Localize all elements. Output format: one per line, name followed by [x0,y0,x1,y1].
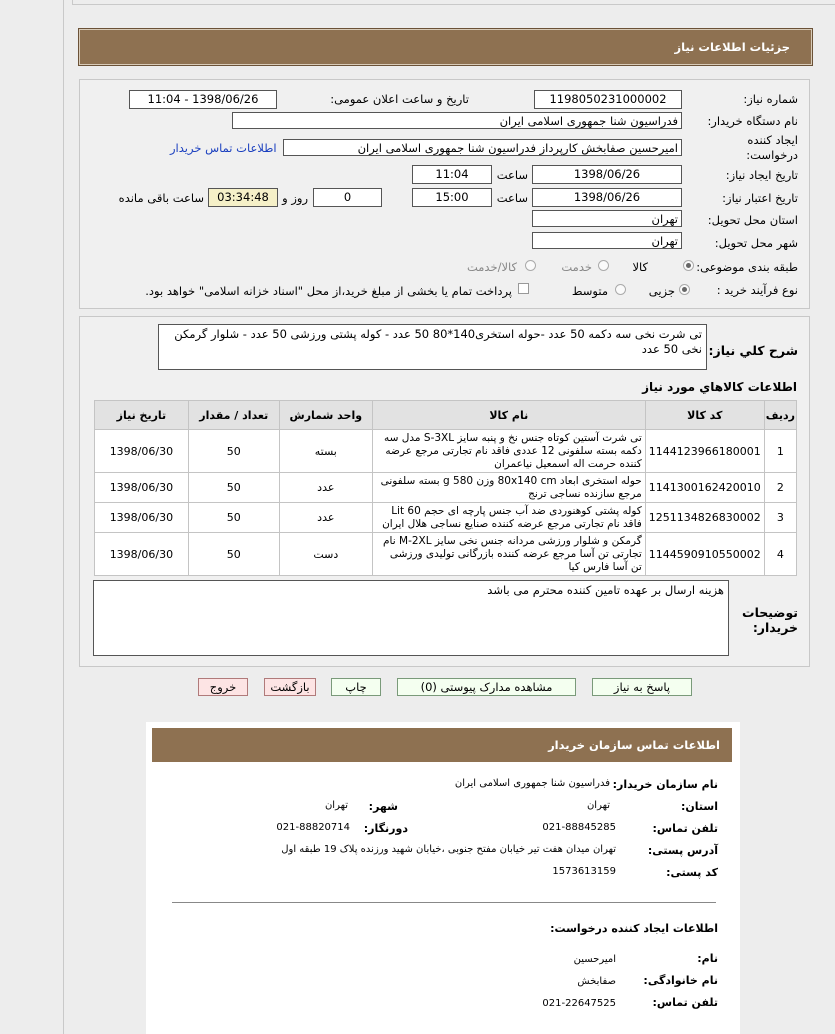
table-row [95,503,797,533]
creator-last-name-label: نام خانوادگی: [643,974,718,987]
category-option-both: کالا/خدمت [466,260,517,274]
category-radio-service[interactable] [598,260,609,271]
cell-name: حوله استخری ابعاد 80x140 cm وزن 580 g بسته سلفونی مرجع سازنده نساجی ترنج [372,473,645,503]
buyer-notes-text: هزینه ارسال بر عهده تامین کننده محترم می باشد [487,583,724,597]
category-label: طبقه بندی موضوعی: [696,260,798,274]
back-button[interactable]: بازگشت [264,678,316,696]
cell-row: 1 [764,430,796,473]
buyer-notes-textarea[interactable] [93,580,729,656]
table-row [95,430,797,473]
valid-date-field: 1398/06/26 [532,188,682,207]
buyer-org-field: فدراسیون شنا جمهوری اسلامی ایران [232,112,682,129]
contact-fax-value: 021-88820714 [276,822,350,833]
creator-first-name-label: نام: [697,952,718,965]
cell-code: 1144590910550002 [645,533,764,576]
created-date-label: تاریخ ایجاد نیاز: [725,168,798,182]
valid-time-field: 15:00 [412,188,492,207]
days-field: 0 [313,188,382,207]
cell-date: 1398/06/30 [95,533,189,576]
table-row [95,533,797,576]
contact-address-label: آدرس پستی: [647,844,718,857]
cell-row: 2 [764,473,796,503]
top-rule [72,4,835,5]
announce-label: تاریخ و ساعت اعلان عمومی: [330,92,469,106]
created-time-field: 11:04 [412,165,492,184]
category-radio-both[interactable] [525,260,536,271]
cell-code: 1251134826830002 [645,503,764,533]
contact-province-label: استان: [681,800,718,813]
cell-name: گرمکن و شلوار ورزشی مردانه جنس نخی سایز M-2XL نام تجارتی تن آسا مرجع عرضه کننده بازرگانی تولیدی ورزشی تن آسا فارس کیا [372,533,645,576]
category-option-service: خدمت [561,260,592,274]
announce-field: 1398/06/26 - 11:04 [129,90,277,109]
contact-phone-label: تلفن تماس: [652,822,718,835]
cell-qty: 50 [188,503,279,533]
process-radio-small[interactable] [679,284,690,295]
attachments-button[interactable]: مشاهده مدارک پیوستی (0) [397,678,576,696]
cell-code: 1144123966180001 [645,430,764,473]
payment-checkbox[interactable] [518,283,529,294]
cell-qty: 50 [188,533,279,576]
creator-info-title: اطلاعات ایجاد کننده درخواست: [550,922,718,935]
reply-button[interactable]: پاسخ به نیاز [592,678,692,696]
col-date: تاریخ نیاز [95,401,189,430]
print-button[interactable]: چاپ [331,678,381,696]
contact-city-label: شهر: [368,800,398,813]
cell-row: 3 [764,503,796,533]
creator-phone-label: تلفن تماس: [652,996,718,1009]
remaining-label: ساعت باقی مانده [118,191,204,205]
remaining-time-field: 03:34:48 [208,188,278,207]
contact-title: اطلاعات تماس سازمان خریدار [548,738,720,752]
col-unit: واحد شمارش [279,401,372,430]
contact-header [152,728,732,762]
contact-org-value: فدراسیون شنا جمهوری اسلامی ایران [454,778,610,789]
creator-first-name-value: امیرحسین [573,954,616,965]
contact-fax-label: دورنگار: [363,822,408,835]
top-rule-left [72,0,73,5]
exit-button[interactable]: خروج [198,678,248,696]
process-option-small: جزیی [648,284,675,298]
process-radio-medium[interactable] [615,284,626,295]
cell-unit: دست [279,533,372,576]
valid-time-label: ساعت [496,191,528,205]
contact-postal-label: کد پستی: [666,866,718,879]
creator-label-line1: ایجاد کننده [747,133,798,147]
page-title: جزئیات اطلاعات نیاز [674,40,790,54]
creator-last-name-value: صفابخش [577,976,616,987]
cell-name: تی شرت آستین کوتاه جنس نخ و پنبه سایز S-3XL مدل سه دکمه بسته سلفونی 12 عددی فاقد نام تجارتی مرجع عرضه کننده حرمت اله اسمعیل نیاعمران [372,430,645,473]
items-table-header [95,401,797,430]
need-number-label: شماره نیاز: [743,92,798,106]
buyer-contact-card [146,722,740,1034]
buyer-notes-label-line2: خریدار: [752,620,798,635]
province-field: تهران [532,210,682,227]
page-header [78,28,813,66]
contact-org-label: نام سازمان خریدار: [612,778,718,791]
cell-unit: عدد [279,503,372,533]
creator-label-line2: درخواست: [746,148,798,162]
description-label: شرح کلي نياز: [708,343,798,358]
creator-phone-value: 021-22647525 [542,998,616,1009]
cell-unit: بسته [279,430,372,473]
cell-qty: 50 [188,473,279,503]
city-field: تهران [532,232,682,249]
province-label: استان محل تحویل: [707,213,798,227]
cell-qty: 50 [188,430,279,473]
cell-date: 1398/06/30 [95,473,189,503]
city-label: شهر محل تحویل: [714,236,798,250]
description-textarea[interactable] [158,324,707,370]
contact-province-value: تهران [586,800,610,811]
cell-date: 1398/06/30 [95,430,189,473]
buyer-notes-label-line1: توضیحات [742,605,798,620]
cell-date: 1398/06/30 [95,503,189,533]
created-time-label: ساعت [496,168,528,182]
process-option-medium: متوسط [571,284,608,298]
payment-note: پرداخت تمام یا بخشی از مبلغ خرید،از محل "اسناد خزانه اسلامی" خواهد بود. [145,284,512,298]
category-option-goods: کالا [632,260,648,274]
col-name: نام کالا [372,401,645,430]
creator-field: امیرحسین صفابخش کارپرداز فدراسیون شنا جمهوری اسلامی ایران [283,139,682,156]
table-row [95,473,797,503]
category-radio-goods[interactable] [683,260,694,271]
page-left-border [63,0,64,1034]
contact-address-value: تهران میدان هفت تیر خیابان مفتح جنوبی ،خیابان شهید ورزنده پلاک 19 طبقه اول [281,844,616,855]
contact-divider [172,902,716,903]
cell-name: کوله پشتی کوهنوردی ضد آب جنس پارچه ای حجم 60 Lit فاقد نام تجارتی مرجع عرضه کننده صنایع نساجی هلال ایران [372,503,645,533]
buyer-org-label: نام دستگاه خریدار: [707,114,798,128]
contact-city-value: تهران [324,800,348,811]
col-qty: تعداد / مقدار [188,401,279,430]
col-row: ردیف [764,401,796,430]
cell-unit: عدد [279,473,372,503]
cell-code: 1141300162420010 [645,473,764,503]
process-label: نوع فرآیند خرید : [716,283,798,297]
items-title: اطلاعات کالاهاي مورد نياز [642,380,797,394]
cell-row: 4 [764,533,796,576]
contact-phone-value: 021-88845285 [542,822,616,833]
valid-date-label: تاریخ اعتبار نیاز: [722,191,798,205]
created-date-field: 1398/06/26 [532,165,682,184]
need-number-field: 1198050231000002 [534,90,682,109]
items-table [94,400,797,576]
days-label: روز و [282,191,308,205]
buyer-contact-link[interactable]: اطلاعات تماس خریدار [170,141,277,155]
description-text: تی شرت نخی سه دکمه 50 عدد -حوله استخری140*80 50 عدد - کوله پشتی ورزشی 50 عدد - شلوار گرمکن نخی 50 عدد [174,327,702,356]
contact-postal-value: 1573613159 [552,866,616,877]
col-code: کد کالا [645,401,764,430]
